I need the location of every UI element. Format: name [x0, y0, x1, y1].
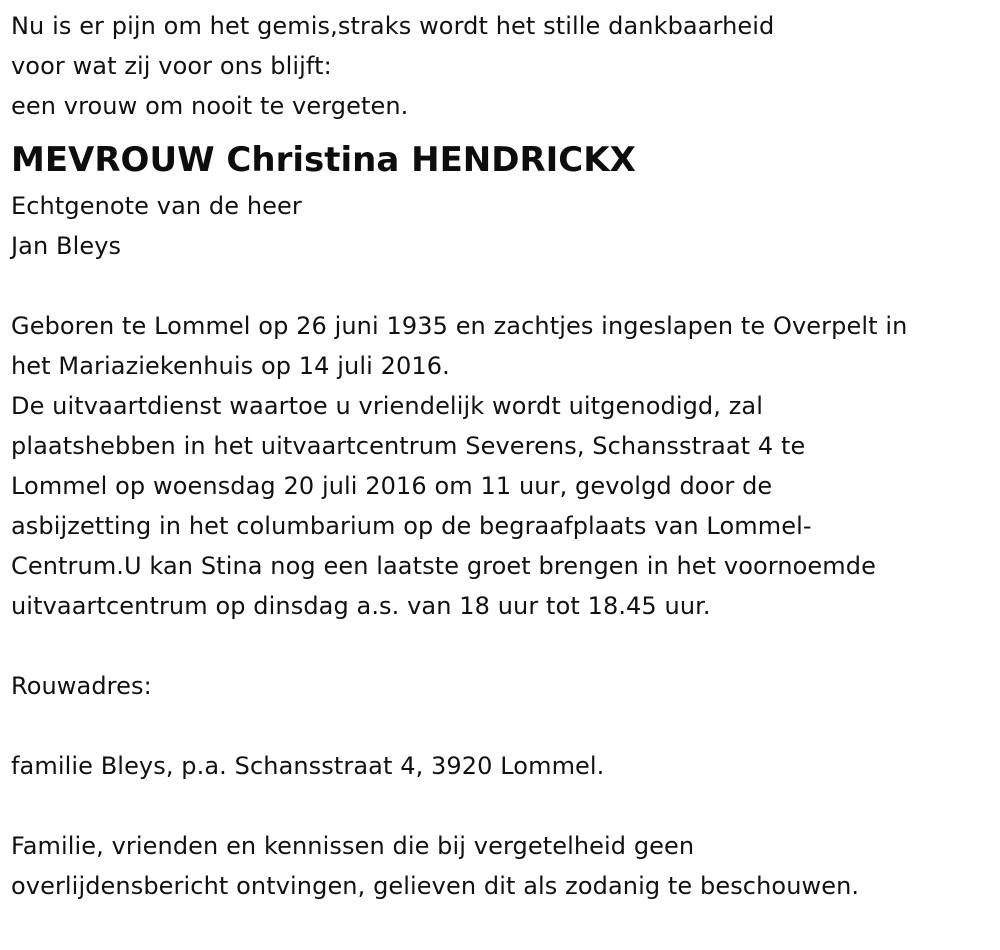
mourning-address-label: Rouwadres: — [11, 672, 152, 700]
obituary-document — [11, 6, 996, 906]
announcement-line: Lommel op woensdag 20 juli 2016 om 11 uur, gevolgd door de — [11, 472, 773, 500]
announcement-line: het Mariaziekenhuis op 14 juli 2016. — [11, 352, 450, 380]
notice-line: overlijdensbericht ontvingen, gelieven dit als zodanig te beschouwen. — [11, 872, 860, 900]
spacer — [11, 626, 996, 666]
spacer — [11, 706, 996, 746]
announcement-line: asbijzetting in het columbarium op de begraafplaats van Lommel- — [11, 512, 812, 540]
announcement-line: Geboren te Lommel op 26 juni 1935 en zachtjes ingeslapen te Overpelt in — [11, 312, 908, 340]
notice-line: Familie, vrienden en kennissen die bij vergetelheid geen — [11, 832, 695, 860]
relation-line: Echtgenote van de heer — [11, 192, 302, 220]
poem-line: Nu is er pijn om het gemis,straks wordt het stille dankbaarheid — [11, 12, 775, 40]
relation-line: Jan Bleys — [11, 232, 122, 260]
relation — [11, 186, 996, 266]
spacer — [11, 266, 996, 306]
poem — [11, 6, 996, 126]
announcement-line: uitvaartcentrum op dinsdag a.s. van 18 uur tot 18.45 uur. — [11, 592, 711, 620]
notice — [11, 826, 996, 906]
announcement-line: De uitvaartdienst waartoe u vriendelijk wordt uitgenodigd, zal — [11, 392, 763, 420]
mourning-address: familie Bleys, p.a. Schansstraat 4, 3920 Lommel. — [11, 752, 605, 780]
announcement — [11, 306, 996, 626]
poem-line: voor wat zij voor ons blijft: — [11, 52, 332, 80]
announcement-line: plaatshebben in het uitvaartcentrum Severens, Schansstraat 4 te — [11, 432, 806, 460]
poem-line: een vrouw om nooit te vergeten. — [11, 92, 409, 120]
deceased-name: MEVROUW Christina HENDRICKX — [11, 140, 636, 180]
spacer — [11, 786, 996, 826]
announcement-line: Centrum.U kan Stina nog een laatste groet brengen in het voornoemde — [11, 552, 876, 580]
